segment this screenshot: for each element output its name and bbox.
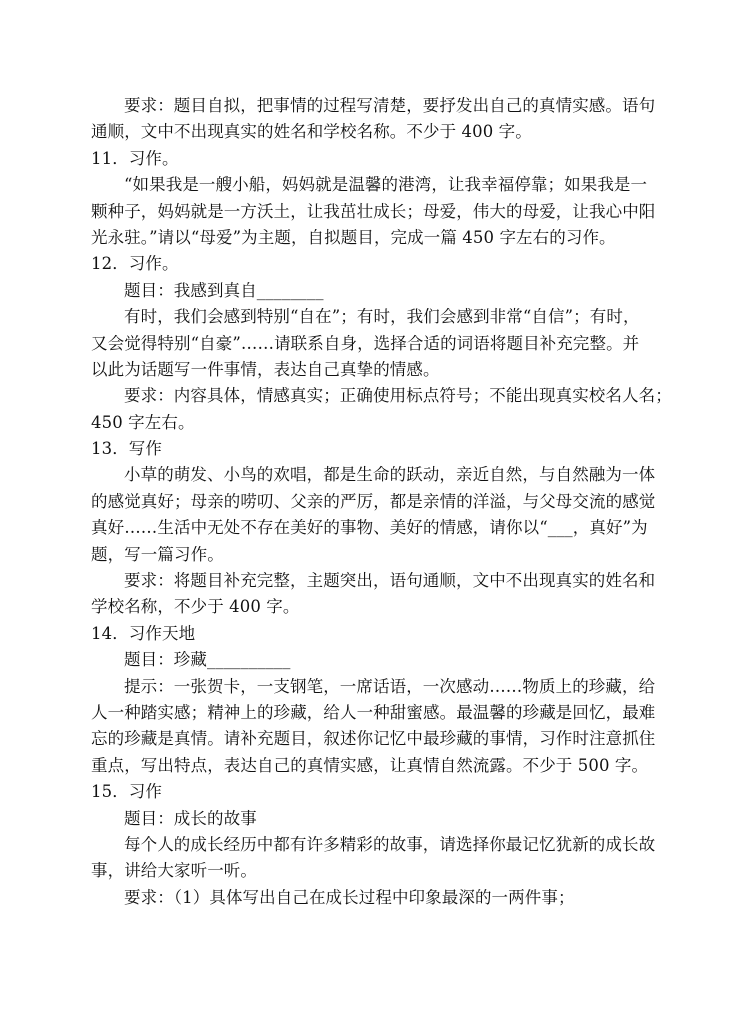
text-line: 忘的珍藏是真情。请补充题目，叙述你记忆中最珍藏的事情，习作时注意抓住: [91, 729, 656, 749]
text-line: “如果我是一艘小船，妈妈就是温馨的港湾，让我幸福停靠；如果我是一: [124, 175, 648, 195]
text-line: 每个人的成长经历中都有许多精彩的故事，请选择你最记忆犹新的成长故: [124, 834, 656, 854]
document-body: [91, 93, 672, 911]
text-line: 以此为话题写一件事情，表达自己真挚的情感。: [91, 359, 440, 379]
text-line: 11．习作。: [91, 148, 179, 168]
text-line: 要求：内容具体，情感真实；正确使用标点符号；不能出现真实校名人名；: [124, 386, 672, 406]
text-line: 人一种踏实感；精神上的珍藏，给人一种甜蜜感。最温馨的珍藏是回忆，最难: [91, 702, 656, 722]
text-line: 要求：将题目补充完整，主题突出，语句通顺，文中不出现真实的姓名和: [124, 571, 656, 591]
text-line: 450 字左右。: [91, 412, 195, 432]
text-line: 要求：题目自拟，把事情的过程写清楚，要抒发出自己的真情实感。语句: [124, 96, 656, 115]
text-line: 颗种子，妈妈就是一方沃土，让我茁壮成长；母爱，伟大的母爱，让我心中阳: [91, 201, 656, 221]
text-line: 提示：一张贺卡，一支钢笔，一席话语，一次感动……物质上的珍藏，给: [124, 676, 656, 696]
text-line: 题目：我感到真自________: [124, 280, 324, 300]
text-line: 的感觉真好；母亲的唠叨、父亲的严厉，都是亲情的洋溢，与父母交流的感觉: [91, 491, 656, 511]
text-line: 要求：（1）具体写出自己在成长过程中印象最深的一两件事；: [124, 887, 575, 907]
text-line: 题目：成长的故事: [124, 808, 257, 828]
text-line: 题目：珍藏__________: [124, 650, 291, 670]
text-line: 重点，写出特点，表达自己的真情实感，让真情自然流露。不少于 500 字。: [91, 755, 649, 775]
text-line: 通顺，文中不出现真实的姓名和学校名称。不少于 400 字。: [91, 122, 532, 142]
text-line: 光永驻。”请以“母爱”为主题，自拟题目，完成一篇 450 字左右的习作。: [91, 227, 616, 247]
text-line: 14．习作天地: [91, 623, 196, 643]
text-line: 13．写作: [91, 439, 162, 459]
text-line: 事，讲给大家听一听。: [91, 861, 257, 881]
text-line: 15．习作: [91, 782, 162, 802]
text-line: 有时，我们会感到特别“自在”；有时，我们会感到非常“自信”；有时，: [124, 307, 640, 327]
text-line: 小草的萌发、小鸟的欢唱，都是生命的跃动，亲近自然，与自然融为一体: [124, 465, 656, 485]
text-line: 学校名称，不少于 400 字。: [91, 597, 300, 617]
text-line: 真好……生活中无处不存在美好的事物、美好的情感，请你以“___，真好”为: [91, 518, 648, 538]
text-line: 又会觉得特别“自豪”……请联系自身，选择合适的词语将题目补充完整。并: [91, 333, 640, 353]
text-line: 12．习作。: [91, 254, 179, 274]
text-line: 题，写一篇习作。: [91, 544, 224, 564]
